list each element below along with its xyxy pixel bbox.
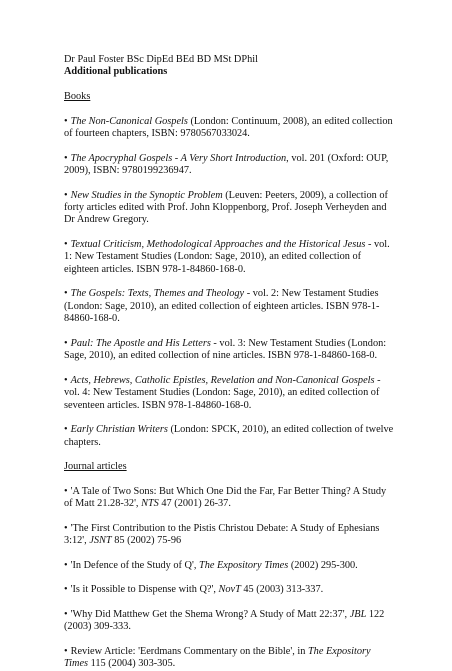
article-details: 122 (2003) 309-333. (64, 609, 385, 633)
author-line: Dr Paul Foster BSc DipEd BEd BD MSt DPhil (64, 54, 258, 65)
bullet: • (64, 646, 68, 657)
article-title: Review Article: 'Eerdmans Commentary on the Bible', in (70, 646, 308, 657)
book-title: Paul: The Apostle and His Letters (70, 337, 211, 349)
article-details: 45 (2003) 313-337. (240, 584, 324, 596)
article-title: 'In Defence of the Study of Q', (70, 559, 199, 571)
bullet: • (64, 424, 68, 436)
book-title: Textual Criticism, Methodological Approaches and the Historical Jesus (70, 239, 366, 250)
article-details: 47 (2001) 26-37. (158, 498, 231, 510)
bullet: • (64, 485, 68, 497)
book-title: New Studies in the Synoptic Problem (70, 189, 223, 201)
article-entry (64, 486, 394, 511)
article-entry (64, 646, 394, 671)
article-title: 'Why Did Matthew Get the Shema Wrong? A Study of Matt 22:37', (70, 609, 350, 620)
journal-name: JSNT (89, 535, 112, 547)
book-entry (64, 288, 394, 325)
article-entry (64, 523, 394, 548)
article-details: 85 (2002) 75-96 (111, 535, 182, 547)
bullet: • (64, 559, 68, 571)
article-title: 'A Tale of Two Sons: But Which One Did the Far, Far Better Thing? A Study of Matt 21.28-32', (64, 485, 387, 510)
book-details: (London: Continuum, 2008), an edited collection of fourteen chapters, ISBN: 9780567033024. (64, 115, 393, 139)
book-details: , vol. 201 (Oxford: OUP, 2009), ISBN: 9780199236947. (64, 152, 389, 176)
bullet: • (64, 609, 68, 620)
journal-name: JBL (349, 609, 367, 620)
bullet: • (64, 374, 68, 386)
bullet: • (64, 522, 68, 534)
book-title: Early Christian Writers (70, 424, 168, 436)
document-page (64, 54, 394, 671)
book-details: (Leuven: Peeters, 2009), a collection of forty articles edited with Prof. John Kloppenborg, Prof. Joseph Verheyden and Dr Andrew Gregory. (64, 189, 388, 226)
bullet: • (64, 288, 68, 300)
book-entry (64, 190, 394, 227)
book-entry (64, 375, 394, 412)
book-entry (64, 153, 394, 178)
book-details: (London: SPCK, 2010), an edited collection of twelve chapters. (64, 424, 394, 448)
article-entry (64, 560, 394, 572)
article-details: (2002) 295-300. (288, 559, 358, 571)
article-title: 'The First Contribution to the Pistis Christou Debate: A Study of Ephesians 3:12', (64, 522, 380, 547)
book-entry (64, 338, 394, 363)
journal-name: NTS (141, 498, 159, 510)
article-details: 115 (2004) 303-305. (88, 658, 176, 670)
journal-articles-heading: Journal articles (64, 461, 127, 473)
book-title: Acts, Hebrews, Catholic Epistles, Revelation and Non-Canonical Gospels (70, 374, 375, 386)
article-entry (64, 609, 394, 634)
book-entry (64, 424, 394, 449)
bullet: • (64, 115, 68, 127)
article-entry (64, 584, 394, 596)
book-title: The Apocryphal Gospels - A Very Short Introduction (70, 152, 287, 164)
journal-name: NovT (218, 584, 241, 596)
book-entry (64, 239, 394, 276)
bullet: • (64, 189, 68, 201)
book-details: - vol. 4: New Testament Studies (London: Sage, 2010), an edited collection of seventeen articles. ISBN 978-1-84860-168-0. (64, 374, 381, 411)
book-entry (64, 116, 394, 141)
book-title: The Gospels: Texts, Themes and Theology (70, 288, 245, 300)
book-details: - vol. 3: New Testament Studies (London: Sage, 2010), an edited collection of nine articles. ISBN 978-1-84860-168-0. (64, 337, 387, 362)
bullet: • (64, 152, 68, 164)
bullet: • (64, 239, 68, 250)
book-title: The Non-Canonical Gospels (70, 115, 188, 127)
books-heading: Books (64, 91, 91, 102)
bullet: • (64, 337, 68, 349)
journal-name: The Expository Times (64, 646, 371, 670)
bullet: • (64, 584, 68, 596)
book-details: - vol. 1: New Testament Studies (London: Sage, 2010), an edited collection of eighteen articles. ISBN 978-1-84860-168-0. (64, 239, 390, 275)
article-title: 'Is it Possible to Dispense with Q?', (70, 584, 219, 596)
book-details: - vol. 2: New Testament Studies (London: Sage, 2010), an edited collection of eighteen articles. ISBN 978-1-84860-168-0. (64, 288, 380, 325)
section-title: Additional publications (64, 66, 168, 78)
journal-name: The Expository Times (199, 559, 289, 571)
